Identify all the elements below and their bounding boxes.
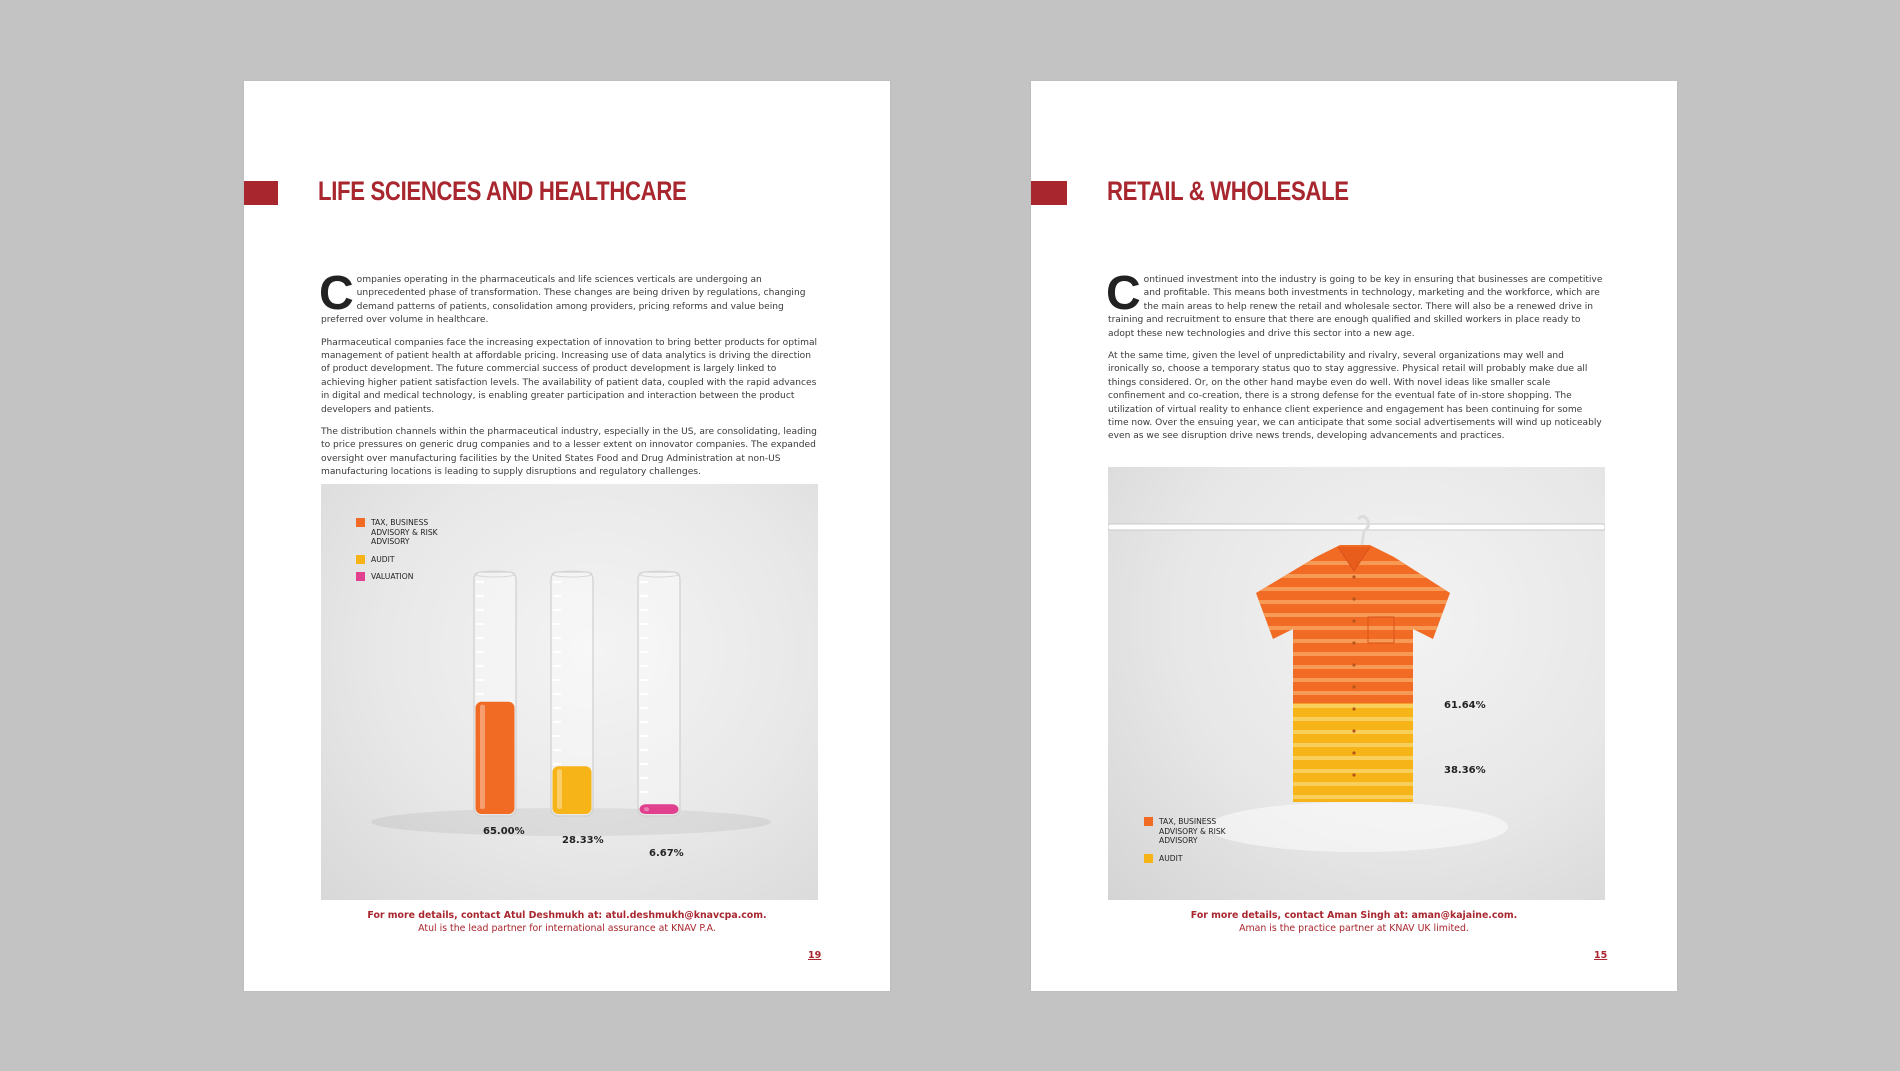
shirt-button (1352, 575, 1355, 578)
contact-line: For more details, contact Atul Deshmukh at: atul.deshmukh@knavcpa.com. (367, 910, 767, 921)
legend-swatch-yellow (1144, 854, 1153, 863)
shirt-stripe (1248, 600, 1458, 604)
dropcap: C (319, 267, 354, 320)
legend-item: VALUATION (356, 572, 451, 582)
paragraph: Continued investment into the industry is going to be key in ensuring that businesses are competitive and profitable. This means both investments in technology, marketing and the workforce, which are the main areas to help renew the retail and wholesale sector. There will also be a renewed drive in training and recruitment to ensure that there are enough qualified and skilled workers in place ready to adopt these new technologies and drive this sector into a new age. (1106, 267, 1603, 339)
chart-legend (1144, 817, 1239, 871)
contact-block (244, 909, 890, 935)
shirt-stripe (1248, 782, 1458, 786)
slice-label: 38.36% (1444, 765, 1486, 776)
shirt-stripe (1248, 626, 1458, 630)
shirt-stripe (1248, 756, 1458, 760)
body-text (1106, 267, 1605, 453)
contact-block (1031, 909, 1677, 935)
floor-glow (1208, 802, 1508, 852)
shirt-stripe (1248, 678, 1458, 682)
contact-line: For more details, contact Aman Singh at: aman@kajaine.com. (1190, 910, 1518, 921)
shirt-button (1352, 707, 1355, 710)
page-number: 19 (808, 950, 822, 961)
bar-label: 6.67% (649, 848, 684, 859)
shirt-button (1352, 751, 1355, 754)
shirt-stripe (1248, 587, 1458, 591)
page-retail (1031, 81, 1677, 991)
page-life-sciences (244, 81, 890, 991)
slice-label: 61.64% (1444, 700, 1486, 711)
shirt-button (1352, 729, 1355, 732)
shirt-button (1352, 773, 1355, 776)
title-accent-bar (1031, 181, 1067, 205)
paragraph: At the same time, given the level of unpredictability and rivalry, several organizations may well and ironically so, choose a temporary status quo to stay aggressive. Physical retail will probably make due all things considered. Or, on the other hand maybe even do well. With novel ideas like smaller scale confinement and co-creation, there is a strong defense for the eventual fate of in-store shopping. The utilization of virtual reality to enhance client experience and engagement has been continuing for some time now. Over the ensuing year, we can anticipate that some social advertisements will wind up noticeably even as we see disruption drive news trends, developing advancements and practices. (1108, 351, 1602, 442)
dropcap: C (1106, 267, 1141, 320)
shirt-button (1352, 663, 1355, 666)
liquid-highlight (480, 705, 485, 809)
legend-item: TAX, BUSINESS ADVISORY & RISK ADVISORY (1144, 817, 1239, 846)
shirt-stripe (1248, 613, 1458, 617)
liquid-highlight (557, 769, 562, 809)
shirt-button (1352, 641, 1355, 644)
shirt-button (1352, 597, 1355, 600)
contact-role: Atul is the lead partner for international assurance at KNAV P.A. (418, 923, 716, 934)
shirt-button (1352, 619, 1355, 622)
shirt-stripe (1248, 769, 1458, 773)
shirt-stripe (1248, 691, 1458, 695)
shirt-stripe (1248, 704, 1458, 708)
shirt-stripe (1248, 795, 1458, 799)
shirt-stripe (1248, 717, 1458, 721)
paragraph: Companies operating in the pharmaceuticals and life sciences verticals are undergoing an unprecedented phase of transformation. These changes are being driven by regulations, changing demand patterns of patients, consolidation among providers, pricing reforms and value being preferred over volume in healthcare. (319, 267, 806, 326)
hanger (1358, 516, 1369, 545)
paragraph: The distribution channels within the pharmaceutical industry, especially in the US, are consolidating, leading to price pressures on generic drug companies and to a lesser extent on innovator companies. The expanded oversight over manufacturing facilities by the United States Food and Drug Administration at non-US manufacturing locations is leading to supply disruptions and regulatory challenges. (321, 427, 817, 478)
shirt-chart-photo (1108, 467, 1605, 900)
legend-item: AUDIT (356, 555, 451, 565)
bar-label: 65.00% (483, 826, 525, 837)
title-accent-bar (244, 181, 278, 205)
liquid-highlight (644, 807, 649, 811)
page-title: RETAIL & WHOLESALE (1107, 176, 1349, 206)
legend-item: AUDIT (1144, 854, 1239, 864)
legend-item: TAX, BUSINESS ADVISORY & RISK ADVISORY (356, 518, 451, 547)
clothes-rail (1108, 524, 1605, 530)
shirt-button (1352, 685, 1355, 688)
test-tube-chart-photo (321, 484, 818, 900)
paragraph: Pharmaceutical companies face the increasing expectation of innovation to bring better products for optimal management of patient health at affordable pricing. Increasing use of data analytics is driving the direction of product development. The future commercial success of product development is largely linked to achieving higher patient satisfaction levels. The availability of patient data, coupled with the rapid advances in digital and medical technology, is enabling greater participation and interaction between the product developers and patients. (321, 337, 818, 415)
body-text (319, 267, 818, 489)
shirt-stripe (1248, 652, 1458, 656)
shirt-stripe (1248, 743, 1458, 747)
contact-role: Aman is the practice partner at KNAV UK limited. (1239, 923, 1469, 934)
bar-label: 28.33% (562, 835, 604, 846)
page-title: LIFE SCIENCES AND HEALTHCARE (318, 176, 687, 206)
legend-swatch-orange (1144, 817, 1153, 826)
page-number: 15 (1594, 950, 1608, 961)
